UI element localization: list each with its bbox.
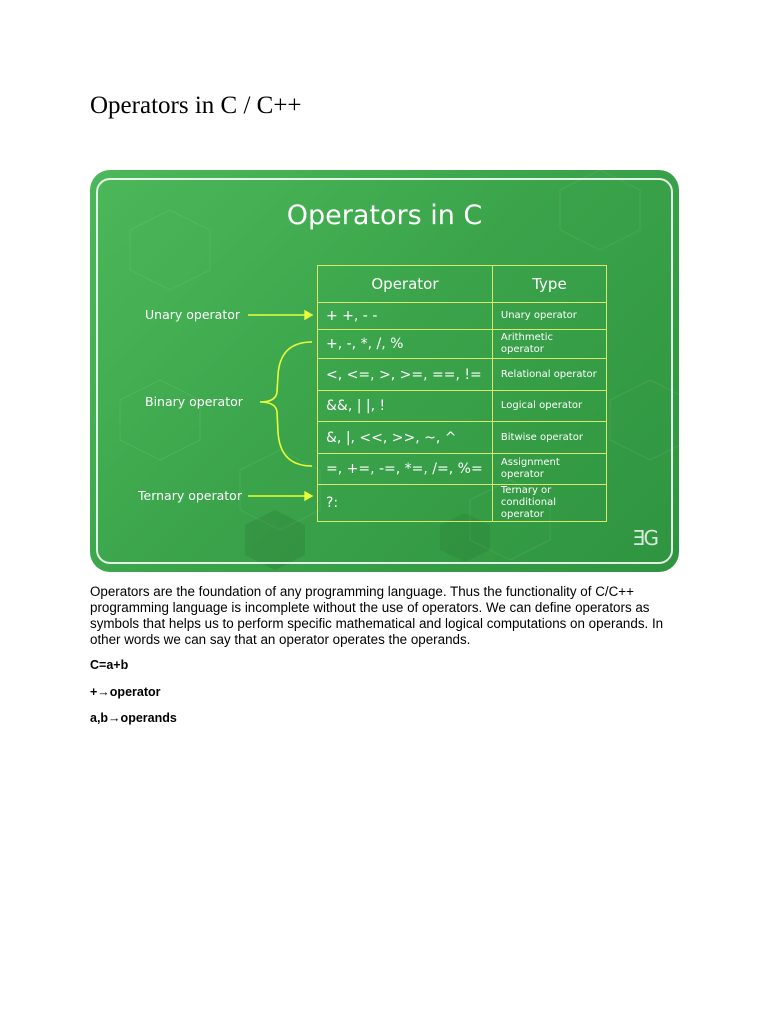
operator-cell: &&, | |, !: [318, 391, 493, 422]
table-row: [318, 485, 607, 522]
operator-cell: + +, - -: [318, 303, 493, 330]
operands-line: a,b→operands: [90, 711, 177, 725]
binary-label: Binary operator: [145, 394, 243, 409]
unary-label: Unary operator: [145, 307, 241, 322]
operator-cell: +, -, *, /, %: [318, 330, 493, 359]
table-row: [318, 422, 607, 454]
operator-cell: &, |, <<, >>, ~, ^: [318, 422, 493, 454]
table-row: [318, 454, 607, 485]
type-cell: Arithmetic operator: [492, 330, 606, 359]
geeksforgeeks-logo: ƎG: [632, 526, 657, 550]
intro-paragraph: Operators are the foundation of any programming language. Thus the functionality of C/C++ programming language is incomplete without the use of operators. We can define operators as symbols that helps us to perform specific mathematical and logical computations on operands. In other words we can say that an operator operates the operands.: [90, 584, 664, 647]
header-operator: Operator: [318, 266, 493, 303]
operators-infographic: [90, 170, 679, 572]
table-header-row: [318, 266, 607, 303]
operator-line: +→operator: [90, 685, 161, 699]
operator-cell: ?:: [318, 485, 493, 522]
operator-cell: =, +=, -=, *=, /=, %=: [318, 454, 493, 485]
table-row: [318, 359, 607, 391]
table-row: [318, 303, 607, 330]
page-title: Operators in C / C++: [90, 92, 302, 119]
type-cell: Relational operator: [492, 359, 606, 391]
type-cell: Logical operator: [492, 391, 606, 422]
type-cell: Assignment operator: [492, 454, 606, 485]
formula-line: C=a+b: [90, 658, 129, 672]
type-cell: Ternary or conditional operator: [492, 485, 606, 522]
table-row: [318, 391, 607, 422]
figure-title: Operators in C: [286, 200, 483, 231]
type-cell: Unary operator: [492, 303, 606, 330]
operator-cell: <, <=, >, >=, ==, !=: [318, 359, 493, 391]
ternary-label: Ternary operator: [138, 488, 242, 503]
header-type: Type: [492, 266, 606, 303]
type-cell: Bitwise operator: [492, 422, 606, 454]
table-row: [318, 330, 607, 359]
operators-table: [317, 265, 607, 522]
